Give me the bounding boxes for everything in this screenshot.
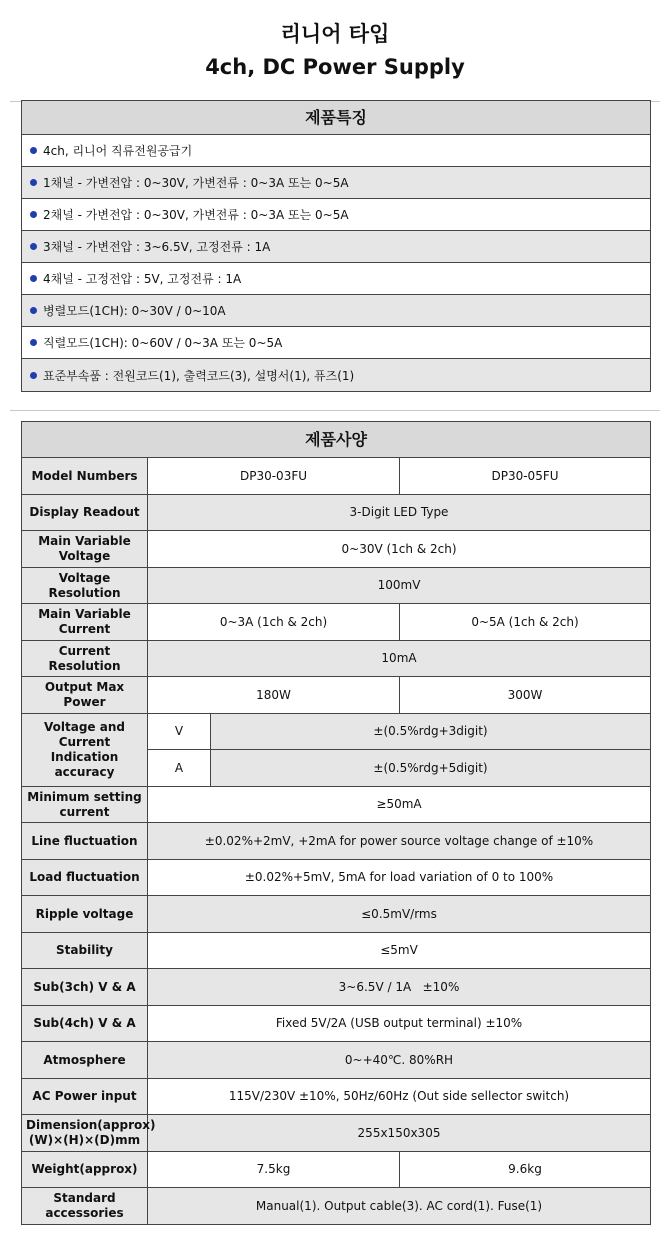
- main-variable-voltage-label: Main Variable Voltage: [22, 531, 148, 568]
- model-b: DP30-05FU: [400, 458, 651, 495]
- features-header: 제품특징: [22, 101, 650, 135]
- ripple-voltage-label: Ripple voltage: [22, 896, 148, 933]
- display-readout-label: Display Readout: [22, 495, 148, 531]
- ripple-voltage-value: ≤0.5mV/rms: [148, 896, 651, 933]
- line-fluctuation-label: Line fluctuation: [22, 823, 148, 860]
- feature-item: 2채널 - 가변전압 : 0~30V, 가변전류 : 0~3A 또는 0~5A: [22, 199, 650, 231]
- stability-value: ≤5mV: [148, 933, 651, 969]
- table-row: [22, 568, 651, 604]
- table-row: [22, 531, 651, 568]
- table-row: [22, 495, 651, 531]
- feature-item: 병렬모드(1CH): 0~30V / 0~10A: [22, 295, 650, 327]
- feature-item: 직렬모드(1CH): 0~60V / 0~3A 또는 0~5A: [22, 327, 650, 359]
- dimension-value: 255x150x305: [148, 1115, 651, 1152]
- atmosphere-value: 0~+40℃. 80%RH: [148, 1042, 651, 1079]
- load-fluctuation-label: Load fluctuation: [22, 860, 148, 896]
- minimum-setting-current-label: Minimum setting current: [22, 787, 148, 823]
- output-max-power-a: 180W: [148, 677, 400, 714]
- bullet-icon: [30, 179, 37, 186]
- ac-power-input-label: AC Power input: [22, 1079, 148, 1115]
- current-resolution-label: Current Resolution: [22, 641, 148, 677]
- spec-header-row: [22, 422, 651, 458]
- divider: [10, 410, 660, 411]
- accuracy-v-label: V: [148, 714, 211, 750]
- table-row: [22, 860, 651, 896]
- table-row: [22, 823, 651, 860]
- sub3-label: Sub(3ch) V & A: [22, 969, 148, 1006]
- load-fluctuation-value: ±0.02%+5mV, 5mA for load variation of 0 to 100%: [148, 860, 651, 896]
- table-row: [22, 933, 651, 969]
- sub4-value: Fixed 5V/2A (USB output terminal) ±10%: [148, 1006, 651, 1042]
- bullet-icon: [30, 307, 37, 314]
- features-box: [21, 100, 651, 392]
- sub3-value: 3~6.5V / 1A ±10%: [148, 969, 651, 1006]
- feature-item: 3채널 - 가변전압 : 3~6.5V, 고정전류 : 1A: [22, 231, 650, 263]
- standard-accessories-value: Manual(1). Output cable(3). AC cord(1). Fuse(1): [148, 1188, 651, 1225]
- table-row: [22, 604, 651, 641]
- model-numbers-label: Model Numbers: [22, 458, 148, 495]
- feature-item: 표준부속품 : 전원코드(1), 출력코드(3), 설명서(1), 퓨즈(1): [22, 359, 650, 391]
- indication-accuracy-label: Voltage and Current Indication accuracy: [22, 714, 148, 787]
- current-resolution-value: 10mA: [148, 641, 651, 677]
- voltage-resolution-value: 100mV: [148, 568, 651, 604]
- feature-item: 4채널 - 고정전압 : 5V, 고정전류 : 1A: [22, 263, 650, 295]
- weight-label: Weight(approx): [22, 1152, 148, 1188]
- minimum-setting-current-value: ≥50mA: [148, 787, 651, 823]
- feature-item: 4ch, 리니어 직류전원공급기: [22, 135, 650, 167]
- sub4-label: Sub(4ch) V & A: [22, 1006, 148, 1042]
- voltage-resolution-label: Voltage Resolution: [22, 568, 148, 604]
- title-english: 4ch, DC Power Supply: [205, 55, 465, 79]
- bullet-icon: [30, 211, 37, 218]
- main-variable-current-a: 0~3A (1ch & 2ch): [148, 604, 400, 641]
- bullet-icon: [30, 275, 37, 282]
- accuracy-a-label: A: [148, 750, 211, 787]
- weight-a: 7.5kg: [148, 1152, 400, 1188]
- bullet-icon: [30, 147, 37, 154]
- table-row: [22, 1042, 651, 1079]
- ac-power-input-value: 115V/230V ±10%, 50Hz/60Hz (Out side sellector switch): [148, 1079, 651, 1115]
- accuracy-v-value: ±(0.5%rdg+3digit): [211, 714, 651, 750]
- display-readout-value: 3-Digit LED Type: [148, 495, 651, 531]
- table-row: [22, 458, 651, 495]
- table-row: [22, 1152, 651, 1188]
- table-row: [22, 1079, 651, 1115]
- title-korean: 리니어 타입: [280, 22, 390, 46]
- atmosphere-label: Atmosphere: [22, 1042, 148, 1079]
- spec-table: [21, 421, 651, 1225]
- stability-label: Stability: [22, 933, 148, 969]
- main-variable-voltage-value: 0~30V (1ch & 2ch): [148, 531, 651, 568]
- weight-b: 9.6kg: [400, 1152, 651, 1188]
- table-row: [22, 1115, 651, 1152]
- table-row: [22, 714, 651, 750]
- dimension-label: Dimension(approx) (W)×(H)×(D)mm: [22, 1115, 148, 1152]
- table-row: [22, 896, 651, 933]
- model-a: DP30-03FU: [148, 458, 400, 495]
- main-variable-current-b: 0~5A (1ch & 2ch): [400, 604, 651, 641]
- bullet-icon: [30, 243, 37, 250]
- main-variable-current-label: Main Variable Current: [22, 604, 148, 641]
- feature-item: 1채널 - 가변전압 : 0~30V, 가변전류 : 0~3A 또는 0~5A: [22, 167, 650, 199]
- line-fluctuation-value: ±0.02%+2mV, +2mA for power source voltage change of ±10%: [148, 823, 651, 860]
- standard-accessories-label: Standard accessories: [22, 1188, 148, 1225]
- table-row: [22, 641, 651, 677]
- bullet-icon: [30, 372, 37, 379]
- accuracy-a-value: ±(0.5%rdg+5digit): [211, 750, 651, 787]
- table-row: [22, 677, 651, 714]
- output-max-power-b: 300W: [400, 677, 651, 714]
- table-row: [22, 1006, 651, 1042]
- output-max-power-label: Output Max Power: [22, 677, 148, 714]
- table-row: [22, 1188, 651, 1225]
- spec-header: 제품사양: [22, 422, 651, 458]
- table-row: [22, 969, 651, 1006]
- bullet-icon: [30, 339, 37, 346]
- table-row: [22, 787, 651, 823]
